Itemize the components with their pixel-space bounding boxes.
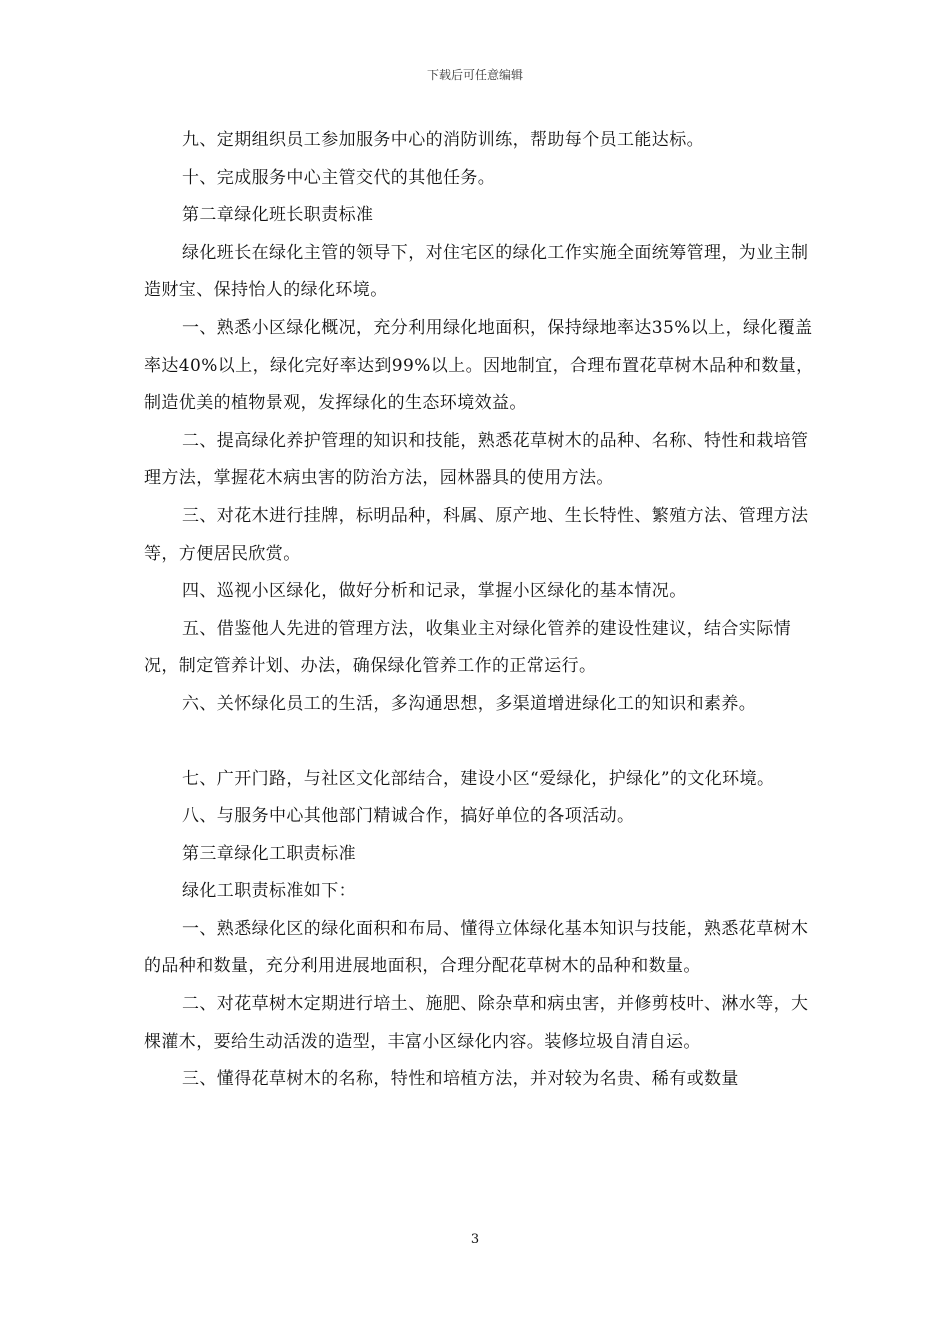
paragraph-leader-duty-2: 二、提高绿化养护管理的知识和技能，熟悉花草树木的品种、名称、特性和栽培管理方法，掌握花木病虫害的防治方法，园林器具的使用方法。: [144, 430, 809, 489]
paragraph-item-10: 十、完成服务中心主管交代的其他任务。: [182, 167, 496, 188]
paragraph-leader-duty-6: 六、关怀绿化员工的生活，多沟通思想，多渠道增进绿化工的知识和素养。: [182, 693, 757, 714]
paragraph-leader-duty-7: 七、广开门路，与社区文化部结合，建设小区“爱绿化，护绿化”的文化环境。: [182, 768, 775, 789]
paragraph-worker-duty-3: 三、懂得花草树木的名称，特性和培植方法，并对较为名贵、稀有或数量: [182, 1069, 739, 1090]
paragraph-leader-duty-4: 四、巡视小区绿化，做好分析和记录，掌握小区绿化的基本情况。: [182, 581, 687, 602]
paragraph-item-9: 九、定期组织员工参加服务中心的消防训练，帮助每个员工能达标。: [182, 130, 704, 150]
paragraph-leader-duty-1: 一、熟悉小区绿化概况，充分利用绿化地面积，保持绿地率达35%以上，绿化覆盖率达40%以上，绿化完好率达到99%以上。因地制宜，合理布置花草树木品种和数量，制造优美的植物景观，发挥绿化的生态环境效益。: [144, 317, 814, 414]
document-body: [144, 122, 824, 1099]
paragraph-chapter-3-intro: 绿化工职责标准如下：: [182, 881, 356, 902]
paragraph-worker-duty-2: 二、对花草树木定期进行培土、施肥、除杂草和病虫害，并修剪枝叶、淋水等，大棵灌木，要给生动活泼的造型，丰富小区绿化内容。装修垃圾自清自运。: [144, 994, 809, 1052]
paragraph-leader-duty-3: 三、对花木进行挂牌，标明品种，科属、原产地、生长特性、繁殖方法、管理方法等，方便居民欣赏。: [144, 505, 809, 564]
chapter-2-heading: 第二章绿化班长职责标准: [182, 205, 374, 226]
paragraph-leader-duty-8: 八、与服务中心其他部门精诚合作，搞好单位的各项活动。: [182, 806, 635, 827]
paragraph-worker-duty-1: 一、熟悉绿化区的绿化面积和布局、懂得立体绿化基本知识与技能，熟悉花草树木的品种和数量，充分利用进展地面积，合理分配花草树木的品种和数量。: [144, 918, 809, 977]
page-header-note: 下载后可任意编辑: [426, 68, 523, 82]
paragraph-chapter-2-intro: 绿化班长在绿化主管的领导下，对住宅区的绿化工作实施全面统筹管理，为业主制造财宝、保持怡人的绿化环境。: [144, 242, 809, 301]
page-number: 3: [470, 1232, 480, 1247]
chapter-3-heading: 第三章绿化工职责标准: [182, 843, 356, 864]
paragraph-leader-duty-5: 五、借鉴他人先进的管理方法，收集业主对绿化管养的建设性建议，结合实际情况，制定管养计划、办法，确保绿化管养工作的正常运行。: [144, 618, 791, 677]
